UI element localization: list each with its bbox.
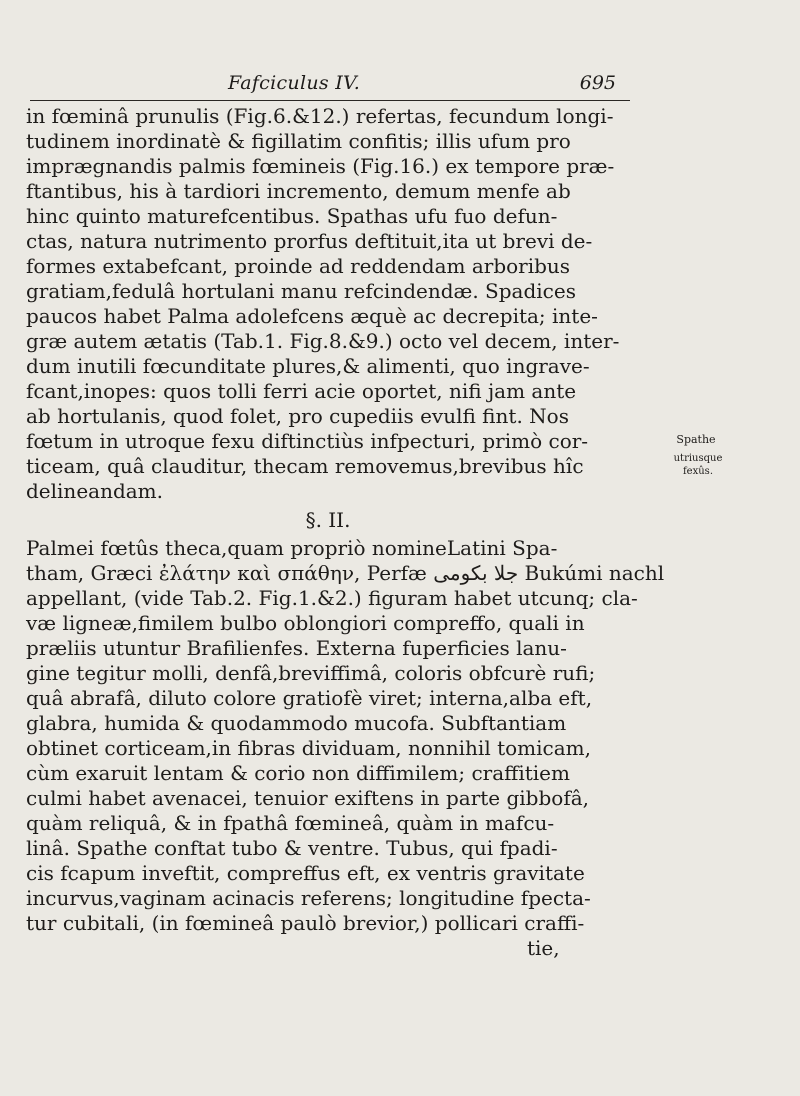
body-line: cùm exaruit lentam & corio non diffimilem; craffitiem <box>26 761 570 785</box>
catchword: tie, <box>527 936 560 960</box>
body-line: paucos habet Palma adolefcens æquè ac decrepita; inte- <box>26 304 598 328</box>
running-title: Fafciculus IV. <box>228 72 361 94</box>
body-line: gine tegitur molli, denfâ,breviffimâ, coloris obfcurè rufi; <box>26 661 596 685</box>
body-line: formes extabefcant, proinde ad reddendam arboribus <box>26 254 571 278</box>
page-number: 695 <box>579 72 616 94</box>
body-line: tur cubitali, (in fœmineâ paulò brevior,) pollicari craffi- <box>26 911 585 935</box>
body-line: hinc quinto maturefcentibus. Spathas ufu fuo defun- <box>26 204 558 228</box>
body-line: cis fcapum inveftit, compreffus eft, ex ventris gravitate <box>26 861 585 885</box>
body-line: ctas, natura nutrimento prorfus deftituit,ita ut brevi de- <box>26 229 593 253</box>
body-line: delineandam. <box>26 479 164 503</box>
body-line: linâ. Spathe conftat tubo & ventre. Tubus, qui fpadi- <box>26 836 558 860</box>
body-line: præliis utuntur Brafilienfes. Externa fuperficies lanu- <box>26 636 567 660</box>
body-line: fcant,inopes: quos tolli ferri acie oportet, nifi jam ante <box>26 379 577 403</box>
body-line: væ ligneæ,fimilem bulbo oblongiori compreffo, quali in <box>26 611 585 635</box>
body-line: tudinem inordinatè & figillatim confitis; illis ufum pro <box>26 129 571 153</box>
body-line: glabra, humida & quodammodo mucofa. Subftantiam <box>26 711 567 735</box>
body-line: fœtum in utroque fexu diftinctiùs infpecturi, primò cor- <box>26 429 589 453</box>
body-line: appellant, (vide Tab.2. Fig.1.&2.) figuram habet utcunq; cla- <box>26 586 638 610</box>
body-line: dum inutili fœcunditate plures,& alimenti, quo ingrave- <box>26 354 590 378</box>
margin-note-line: fexûs. <box>682 466 713 477</box>
body-line: græ autem ætatis (Tab.1. Fig.8.&9.) octo vel decem, inter- <box>26 329 620 353</box>
body-line: ticeam, quâ clauditur, thecam removemus,brevibus hîc <box>26 454 584 478</box>
body-line: culmi habet avenacei, tenuior exiftens in parte gibbofâ, <box>26 786 590 810</box>
margin-note-line: utriusque <box>673 453 723 464</box>
body-line: in fœminâ prunulis (Fig.6.&12.) refertas, fecundum longi- <box>26 104 614 128</box>
body-line: incurvus,vaginam acinacis referens; longitudine fpecta- <box>26 886 591 910</box>
section-heading: §. II. <box>305 508 351 532</box>
body-line: ab hortulanis, quod folet, pro cupediis evulfi fint. Nos <box>26 404 569 428</box>
page-header <box>30 70 630 101</box>
body-line: gratiam,fedulâ hortulani manu refcindendæ. Spadices <box>26 279 576 303</box>
body-line: imprægnandis palmis fœmineis (Fig.16.) ex tempore præ- <box>26 154 615 178</box>
margin-note-line: Spathe <box>676 433 716 446</box>
body-line: quàm reliquâ, & in fpathâ fœmineâ, quàm in mafcu- <box>26 811 555 835</box>
body-line: quâ abrafâ, diluto colore gratiofè viret; interna,alba eft, <box>26 686 593 710</box>
body-line: ftantibus, his à tardiori incremento, demum menfe ab <box>26 179 571 203</box>
body-line: Palmei fœtûs theca,quam propriò nomineLatini Spa- <box>26 536 558 560</box>
body-line: obtinet corticeam,in fibras dividuam, nonnihil tomicam, <box>26 736 591 760</box>
body-line: tham, Græci ἐλάτην καὶ σπάθην, Perfæ ﺟﻼ ﺑﻜﻮﻣﻰ Bukúmi nachl <box>26 561 665 585</box>
